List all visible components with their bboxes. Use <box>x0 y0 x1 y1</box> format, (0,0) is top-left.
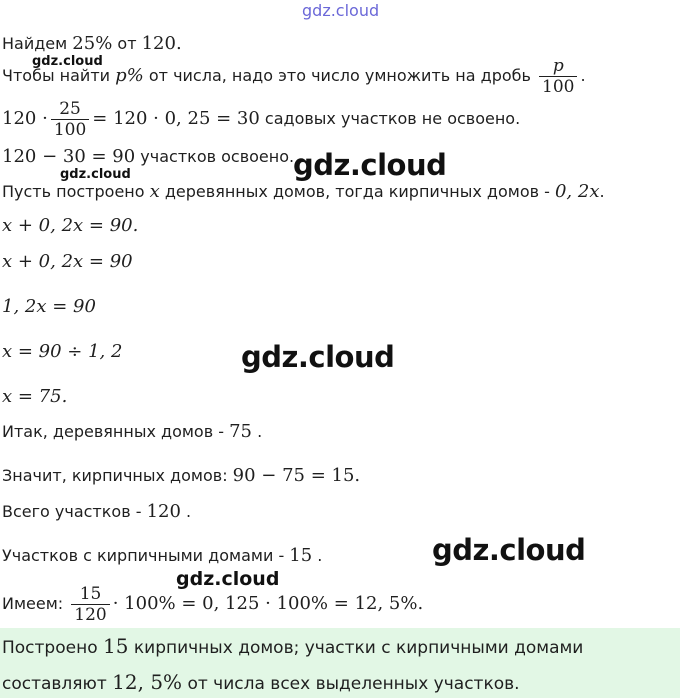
fraction-denominator: 120 <box>71 604 109 625</box>
text: Итак, деревянных домов - <box>2 422 230 441</box>
text: от числа всех выделенных участков. <box>182 674 520 694</box>
math: · 100% = 0, 125 · 100% = 12, 5%. <box>112 593 424 614</box>
watermark-large: gdz.cloud <box>241 340 395 374</box>
solution-line-3 <box>2 99 520 140</box>
fraction-denominator: 100 <box>539 76 577 97</box>
equation-5: x = 75. <box>2 386 68 407</box>
solution-line-6 <box>2 422 262 442</box>
watermark-large: gdz.cloud <box>293 148 447 182</box>
answer-line-1 <box>2 636 583 658</box>
math: 25% <box>72 33 113 54</box>
watermark-large: gdz.cloud <box>432 533 586 567</box>
text: участков освоено. <box>135 147 295 166</box>
text: . <box>180 502 192 521</box>
math: 15 <box>103 634 129 658</box>
fraction-numerator: 25 <box>59 99 81 119</box>
watermark-top: gdz.cloud <box>302 1 380 20</box>
math: x <box>149 181 160 202</box>
equation-3: 1, 2x = 90 <box>2 296 96 317</box>
answer-box <box>0 628 680 698</box>
text: Пусть построено <box>2 182 150 201</box>
text: Участков с кирпичными домами - <box>2 546 290 565</box>
fraction-numerator: p <box>552 56 564 76</box>
solution-line-10 <box>2 584 423 625</box>
text: Построено <box>2 638 104 658</box>
fraction-25-100 <box>51 99 89 140</box>
math: 0, 2x <box>554 181 600 202</box>
equation-4: x = 90 ÷ 1, 2 <box>2 341 123 362</box>
answer-line-2 <box>2 672 520 694</box>
solution-line-7 <box>2 466 360 486</box>
solution-line-1 <box>2 34 182 54</box>
text: Значит, кирпичных домов: <box>2 466 233 485</box>
math: 75 <box>229 421 252 442</box>
solution-line-4 <box>2 147 294 167</box>
text: садовых участков не освоено. <box>259 109 521 128</box>
math: 120. <box>141 33 182 54</box>
math: 15 <box>289 545 313 566</box>
text: деревянных домов, тогда кирпичных домов - <box>159 182 555 201</box>
text: от <box>112 34 142 53</box>
math: 120 − 30 = 90 <box>2 146 136 167</box>
text: . <box>580 66 586 85</box>
watermark-small: gdz.cloud <box>176 568 280 590</box>
watermark-small: gdz.cloud <box>60 167 131 182</box>
text: кирпичных домов; участки с кирпичными домами <box>128 638 584 658</box>
fraction-denominator: 100 <box>51 119 89 140</box>
text: . <box>312 546 323 565</box>
fraction-numerator: 15 <box>79 584 102 604</box>
solution-line-5 <box>2 182 605 202</box>
math: 120 <box>146 501 181 522</box>
text: Чтобы найти <box>2 66 116 85</box>
math: p% <box>115 65 144 86</box>
text: Найдем <box>2 34 73 53</box>
math: 12, 5% <box>112 670 183 694</box>
fraction-p-100 <box>539 56 577 97</box>
text: от числа, надо это число умножить на дробь <box>143 66 537 85</box>
text: Имеем: <box>2 594 69 613</box>
text: . <box>252 422 263 441</box>
watermark-small: gdz.cloud <box>32 54 103 69</box>
solution-line-9 <box>2 546 322 566</box>
equation-2: x + 0, 2x = 90 <box>2 251 133 272</box>
solution-line-8 <box>2 502 191 522</box>
solution-line-2 <box>2 56 586 97</box>
fraction-15-120 <box>71 584 109 625</box>
math: = 120 · 0, 25 = 30 <box>92 108 260 129</box>
math: 90 − 75 = 15. <box>232 465 361 486</box>
text: Всего участков - <box>2 502 147 521</box>
text: . <box>599 182 605 201</box>
equation-1: x + 0, 2x = 90. <box>2 215 139 236</box>
text: составляют <box>2 674 113 694</box>
math: 120 · <box>2 108 48 129</box>
